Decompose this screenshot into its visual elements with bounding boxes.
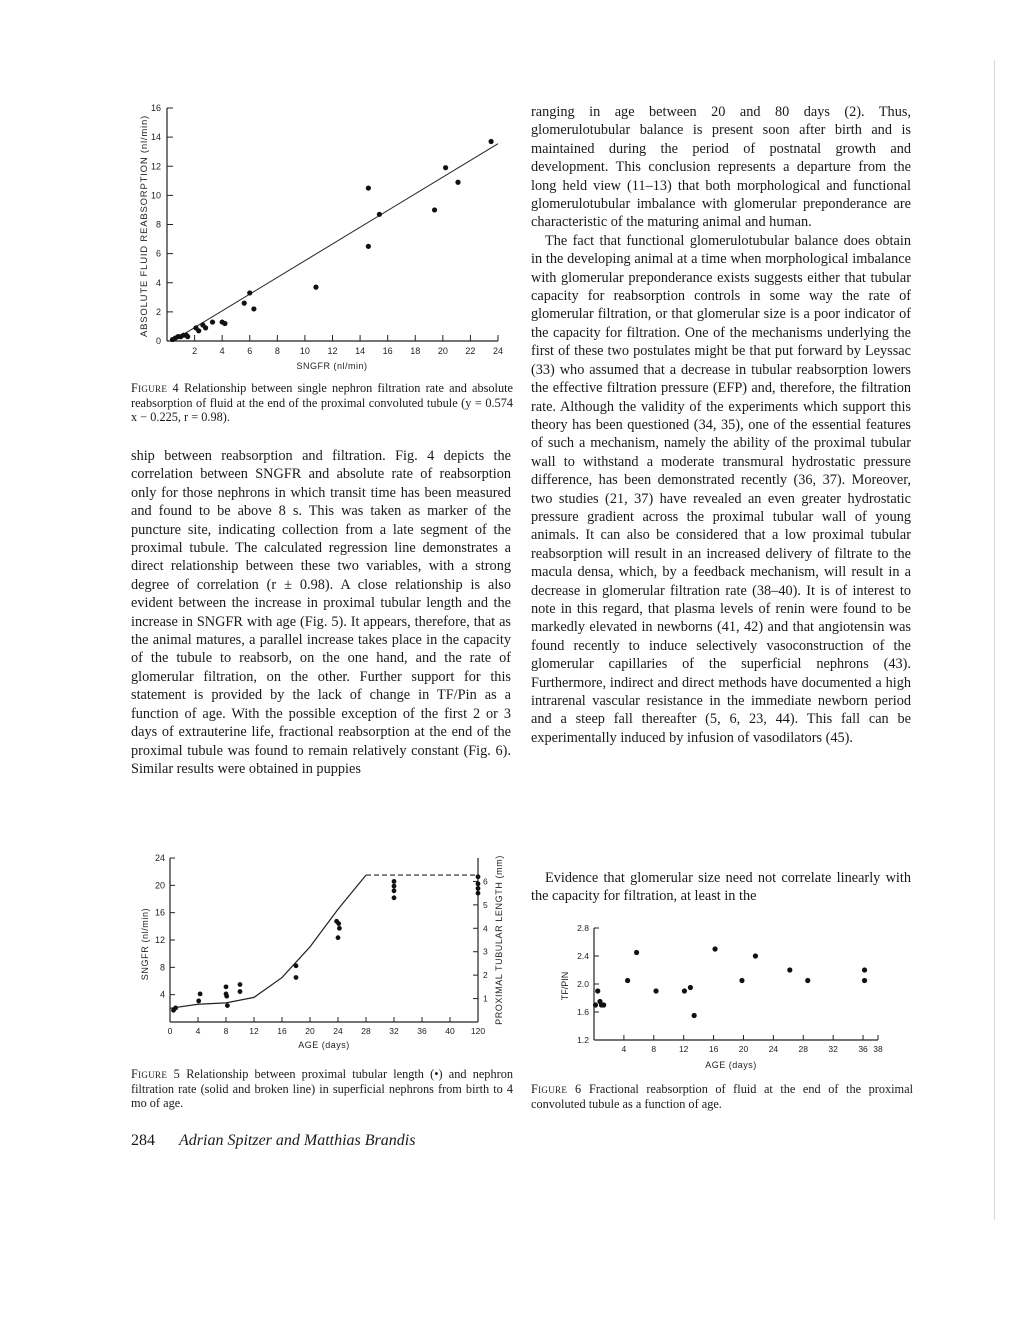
fig5-tubular-length-point [476, 886, 481, 891]
fig5-tubular-length-point [294, 963, 299, 968]
figure-6-caption [531, 1082, 913, 1111]
right-column-text [531, 103, 911, 747]
fig5-tubular-length-point [225, 1003, 230, 1008]
right-paragraph-3: Evidence that glomerular size need not correlate linearly with the capacity for filtration, at least in the [531, 870, 911, 905]
figure-6-label: Figure 6 [531, 1082, 582, 1096]
fig6-y-tick-label: 2.4 [577, 951, 589, 961]
fig5-y-axis-label: SNGFR (nl/min) [140, 907, 150, 981]
fig4-y-tick-label: 8 [155, 219, 161, 230]
fig6-data-point [692, 1013, 697, 1018]
fig4-x-tick-label: 14 [355, 346, 366, 356]
fig4-data-point [443, 165, 448, 170]
fig4-y-tick-label: 16 [150, 103, 161, 113]
fig4-axes [167, 108, 498, 341]
fig6-x-tick-label: 38 [873, 1044, 883, 1054]
right-paragraph-1: ranging in age between 20 and 80 days (2). Thus, glomerulotubular balance is present soon after birth and is maintained during the period of postnatal growth and development. This conclusion represents a departure from the long held view (11–13) that both morphological and functional glomerulotubular imbalance with glomerular preponderance are characteristic of the maturing animal and human. [531, 104, 911, 231]
fig6-x-axis-label: AGE (days) [705, 1060, 757, 1070]
fig5-tubular-length-point [337, 926, 342, 931]
fig4-x-tick-label: 22 [465, 346, 476, 356]
fig4-data-point [222, 321, 227, 326]
fig5-x-tick-label: 4 [195, 1026, 201, 1036]
figure-5-chart [118, 848, 518, 1058]
fig4-x-tick-label: 8 [274, 346, 280, 356]
figure-4-label: Figure 4 [131, 381, 180, 395]
fig5-tubular-length-point [238, 989, 243, 994]
left-column-text [131, 447, 511, 778]
left-paragraph: ship between reabsorption and filtration. Fig. 4 depicts the correlation between SNGFR and absolute rate of reabsorption only for those nephrons in which transit time has been measured and found to be above 8 s. This was taken as marker of the puncture site, indicating collection from a late segment of the proximal tubule. The calculated regression line demonstrates a direct relationship between these two variables, with a strong degree of correlation (r ± 0.98). A close relationship is also evident between the increase in proximal tubular length and the increase in SNGFR with age (Fig. 5). It appears, therefore, that as the animal matures, a parallel increase takes place in the capacity of the tubule to reabsorb, on the one hand, and the rate of glomerular filtration, on the other. Further support for this statement is provided by the lack of change in TF/Pin as a function of age. With the possible exception of the first 2 or 3 days of extrauterine life, fractional reabsorption at the end of the proximal tubule was found to remain relatively constant (Fig. 6). Similar results were obtained in puppies [131, 448, 511, 777]
fig6-y-axis-label: TF/PIN [560, 971, 570, 1001]
figure-6-caption-text: Fractional reabsorption of fluid at the end of the proximal convoluted tubule as a function of age. [531, 1082, 913, 1111]
fig4-data-point [196, 328, 201, 333]
fig4-x-tick-label: 4 [219, 346, 225, 356]
fig6-data-point [805, 978, 810, 983]
fig5-x-tick-label: 28 [361, 1026, 371, 1036]
figure-6-scatter-plot [548, 920, 928, 1070]
fig6-y-tick-label: 2.0 [577, 979, 589, 989]
fig4-data-point [366, 244, 371, 249]
fig5-x-tick-label: 12 [249, 1026, 259, 1036]
fig5-tubular-length-point [224, 984, 229, 989]
fig6-data-point [739, 978, 744, 983]
fig4-data-point [185, 334, 190, 339]
page-edge-rule [994, 60, 995, 1220]
fig4-x-tick-label: 18 [410, 346, 421, 356]
fig6-data-point [653, 988, 658, 993]
fig4-y-tick-label: 10 [150, 190, 161, 201]
fig5-x-tick-label: 8 [223, 1026, 229, 1036]
fig5-x-axis-label: AGE (days) [298, 1040, 350, 1050]
fig4-data-point [432, 207, 437, 212]
fig5-y2-tick-label: 4 [483, 923, 488, 934]
fig5-tubular-length-point [294, 975, 299, 980]
fig4-y-tick-label: 2 [155, 306, 161, 317]
fig5-y-tick-label: 12 [154, 935, 165, 945]
fig6-data-point [862, 967, 867, 972]
fig5-x-tick-label: 40 [445, 1026, 455, 1036]
fig5-y-tick-label: 16 [154, 907, 165, 918]
fig5-tubular-length-point [336, 935, 341, 940]
figure-5-caption [131, 1067, 513, 1111]
figure-4-caption-text: Relationship between single nephron filtration rate and absolute reabsorption of fluid at the end of the proximal convoluted tubule (y = 0.574 x − 0.225, r = 0.98). [131, 381, 513, 425]
fig4-origin-label: 0 [155, 336, 161, 346]
fig5-tubular-length-point [476, 881, 481, 886]
fig5-tubular-length-point [476, 874, 481, 879]
fig5-x-tick-label: 20 [305, 1026, 315, 1036]
fig6-data-point [682, 988, 687, 993]
fig4-data-point [377, 212, 382, 217]
fig6-x-tick-label: 8 [651, 1044, 657, 1054]
fig4-y-tick-label: 4 [155, 277, 161, 288]
fig4-y-tick-label: 12 [150, 161, 161, 172]
fig6-data-point [595, 988, 600, 993]
right-paragraph-2: The fact that functional glomerulotubular balance does obtain in the developing animal at a time when morphological imbalance with glomerular preponderance exists suggests either that tubular capacity for reabsorption controls in some way the rate of glomerular filtration, or that glomerular size is a poor indicator of the capacity for filtration. One of the mechanisms underlying the first of these two postulates might be that put forward by Leyssac (33) who assumed that a decrease in tubular reabsorption lowers the effective filtration pressure (EFP) and, therefore, the filtration rate. Although the validity of the experiments which support this theory has been questioned (34, 35), one of the essential features of such a mechanism, namely the ability of the proximal tubular wall to withstand a moderate transmural hydrostatic pressure difference, has been demonstrated recently (36, 37). Moreover, two studies (21, 37) have revealed an even greater hydrostatic pressure gradient across the proximal tubular wall of young animals. It can also be considered that a low proximal tubular reabsorption will result in an increased delivery of filtrate to the macula densa, which, by a feedback mechanism, will result in a decrease in glomerular filtration rate (38–40). It is of interest to note in this regard, that plasma levels of renin were found to be markedly elevated in newborns (41, 42) and that angiotensin was found recently to induce selectively vasoconstruction of the glomerular capillaries of the superficial nephrons (43). Furthermore, indirect and direct methods have documented a high intrarenal vascular resistance in the immediate newborn period and a steep fall thereafter (5, 6, 23, 44). This fall can be experimentally induced by infusion of vasodilators (45). [531, 232, 911, 746]
fig6-x-tick-label: 32 [828, 1044, 838, 1054]
fig6-y-tick-label: 1.6 [577, 1007, 589, 1017]
fig5-x-tick-label: 32 [389, 1026, 399, 1036]
fig4-x-tick-label: 16 [382, 346, 393, 356]
fig4-regression-line [173, 144, 498, 341]
fig5-y2-tick-label: 3 [483, 946, 488, 957]
fig5-tubular-length-point [238, 982, 243, 987]
fig5-y2-tick-label: 5 [483, 899, 488, 910]
fig5-tubular-length-point [392, 879, 397, 884]
fig6-x-tick-label: 12 [678, 1044, 689, 1054]
fig6-data-point [601, 1002, 606, 1007]
fig4-x-tick-label: 24 [492, 346, 504, 356]
fig4-data-point [455, 180, 460, 185]
fig6-data-point [862, 978, 867, 983]
fig4-y-axis-label: ABSOLUTE FLUID REABSORPTION (nl/min) [139, 114, 150, 338]
fig6-data-point [753, 953, 758, 958]
fig5-y2-tick-label: 1 [483, 993, 488, 1004]
fig5-y-tick-label: 8 [159, 962, 165, 973]
footer-authors: Adrian Spitzer and Matthias Brandis [179, 1132, 416, 1149]
fig5-y2-axis-label: PROXIMAL TUBULAR LENGTH (mm) [494, 855, 504, 1025]
fig6-data-point [593, 1002, 598, 1007]
fig5-tubular-length-point [173, 1006, 178, 1011]
fig6-x-tick-label: 36 [858, 1044, 868, 1054]
fig6-x-tick-label: 16 [708, 1044, 719, 1054]
fig6-data-point [634, 950, 639, 955]
fig6-x-tick-label: 24 [768, 1044, 779, 1054]
fig4-y-tick-label: 14 [150, 132, 161, 143]
fig6-data-point [712, 946, 717, 951]
fig5-y-tick-label: 24 [154, 853, 165, 863]
fig5-y-tick-label: 20 [154, 880, 165, 891]
fig6-data-point [787, 967, 792, 972]
figure-5-caption-text: Relationship between proximal tubular length (•) and nephron filtration rate (solid and broken line) in superficial nephrons from birth to 4 mo of age. [131, 1067, 513, 1111]
fig6-data-point [625, 978, 630, 983]
fig4-data-point [489, 139, 494, 144]
fig5-tubular-length-point [198, 991, 203, 996]
fig5-x-tick-label: 16 [277, 1026, 287, 1036]
fig5-tubular-length-point [196, 999, 201, 1004]
fig4-y-tick-label: 6 [155, 248, 161, 259]
fig4-data-point [210, 319, 215, 324]
fig4-x-tick-label: 10 [299, 346, 310, 356]
fig5-tubular-length-point [224, 994, 229, 999]
fig4-data-point [366, 185, 371, 190]
fig4-x-tick-label: 20 [437, 346, 448, 356]
fig4-data-point [242, 301, 247, 306]
fig4-x-axis-label: SNGFR (nl/min) [296, 361, 368, 371]
fig5-x-tick-label: 24 [333, 1026, 343, 1036]
right-column-text-continued [531, 869, 911, 906]
fig5-tubular-length-point [336, 921, 341, 926]
page-footer [131, 1132, 415, 1150]
figure-5-label: Figure 5 [131, 1067, 181, 1081]
fig4-x-tick-label: 12 [327, 346, 338, 356]
fig6-y-tick-label: 1.2 [577, 1035, 589, 1045]
fig4-x-tick-label: 6 [247, 346, 253, 356]
fig5-tubular-length-point [392, 884, 397, 889]
fig6-x-tick-label: 20 [738, 1044, 749, 1054]
fig5-y2-tick-label: 6 [483, 876, 488, 887]
fig6-x-tick-label: 28 [798, 1044, 808, 1054]
fig4-data-point [313, 285, 318, 290]
fig5-y-tick-label: 4 [159, 989, 165, 1000]
fig6-x-tick-label: 4 [621, 1044, 627, 1054]
fig5-tubular-length-point [392, 888, 397, 893]
fig4-data-point [203, 325, 208, 330]
fig5-x-tick-label: 36 [417, 1026, 427, 1036]
fig4-x-tick-label: 2 [192, 346, 198, 356]
fig5-tubular-length-point [476, 891, 481, 896]
fig4-data-point [251, 306, 256, 311]
figure-4-scatter-plot [118, 98, 518, 373]
figure-4-caption [131, 381, 513, 425]
fig4-data-point [247, 290, 252, 295]
fig5-x-tick-label: 120 [470, 1026, 486, 1036]
fig6-data-point [688, 985, 693, 990]
fig5-sngfr-solid-line [170, 875, 366, 1008]
page-number: 284 [131, 1132, 155, 1149]
fig5-x-tick-label: 0 [167, 1026, 173, 1036]
fig6-y-tick-label: 2.8 [577, 923, 589, 933]
fig5-y2-tick-label: 2 [483, 970, 488, 981]
fig5-tubular-length-point [392, 895, 397, 900]
